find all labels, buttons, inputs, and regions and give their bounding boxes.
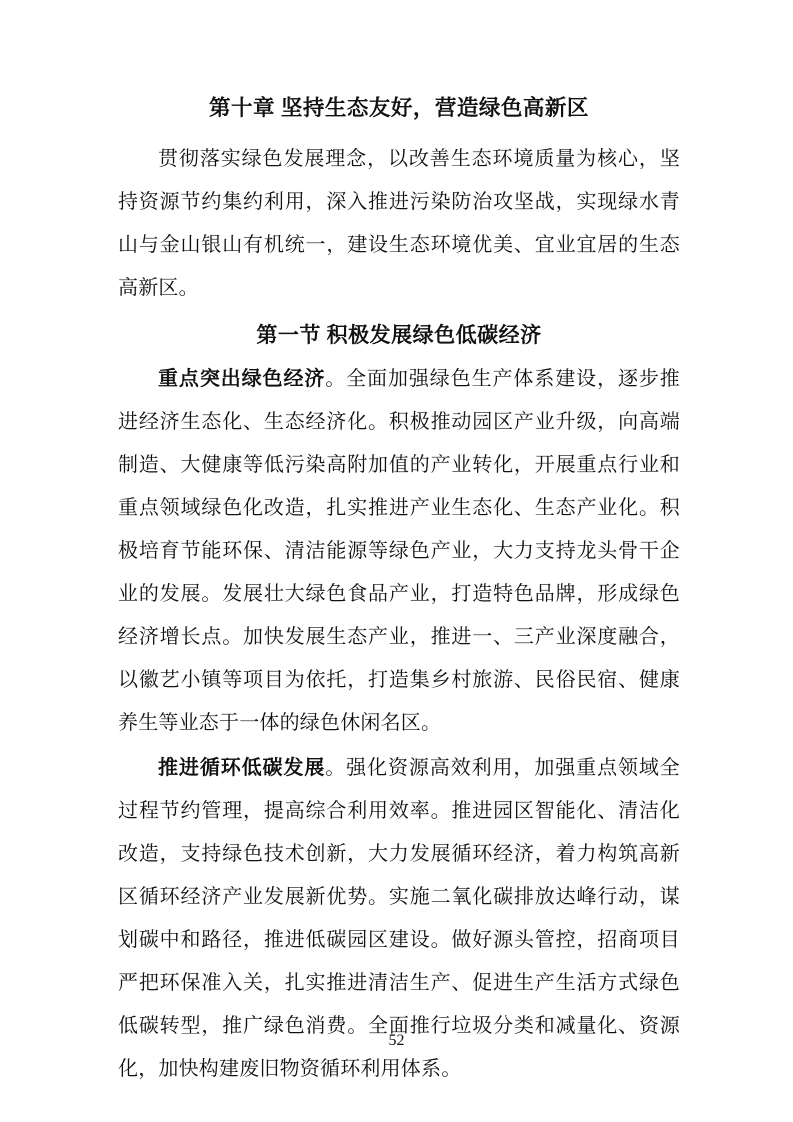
intro-paragraph: 贯彻落实绿色发展理念，以改善生态环境质量为核心，坚持资源节约集约利用，深入推进污染防治攻坚战，实现绿水青山与金山银山有机统一，建设生态环境优美、宜业宜居的生态高新区。: [118, 148, 680, 300]
page-content: [118, 92, 680, 1093]
paragraph-lead-green-economy: 重点突出绿色经济: [158, 367, 326, 390]
chapter-title: 第十章 坚持生态友好，营造绿色高新区: [209, 96, 589, 120]
section-title: 第一节 积极发展绿色低碳经济: [256, 323, 542, 348]
paragraph-body-circular-low-carbon: 。强化资源高效利用，加强重点领域全过程节约管理，提高综合利用效率。推进园区智能化、清洁化改造，支持绿色技术创新，大力发展循环经济，着力构筑高新区循环经济产业发展新优势。实施二氧化碳排放达峰行动，谋划碳中和路径，推进低碳园区建设。做好源头管控，招商项目严把环保准入关，扎实推进清洁生产、促进生产生活方式绿色低碳转型，推广绿色消费。全面推行垃圾分类和减量化、资源化，加快构建废旧物资循环利用体系。: [118, 756, 680, 1080]
page-number: 52: [388, 1032, 405, 1049]
paragraph-body-green-economy: 。全面加强绿色生产体系建设，逐步推进经济生态化、生态经济化。积极推动园区产业升级，向高端制造、大健康等低污染高附加值的产业转化，开展重点行业和重点领域绿色化改造，扎实推进产业生态化、生态产业化。积极培育节能环保、清洁能源等绿色产业，大力支持龙头骨干企业的发展。发展壮大绿色食品产业，打造特色品牌，形成绿色经济增长点。加快发展生态产业，推进一、三产业深度融合，以徽艺小镇等项目为依托，打造集乡村旅游、民俗民宿、健康养生等业态于一体的绿色休闲名区。: [118, 367, 680, 734]
paragraph-green-economy: [118, 358, 680, 745]
paragraph-lead-circular-low-carbon: 推进循环低碳发展: [158, 756, 326, 779]
